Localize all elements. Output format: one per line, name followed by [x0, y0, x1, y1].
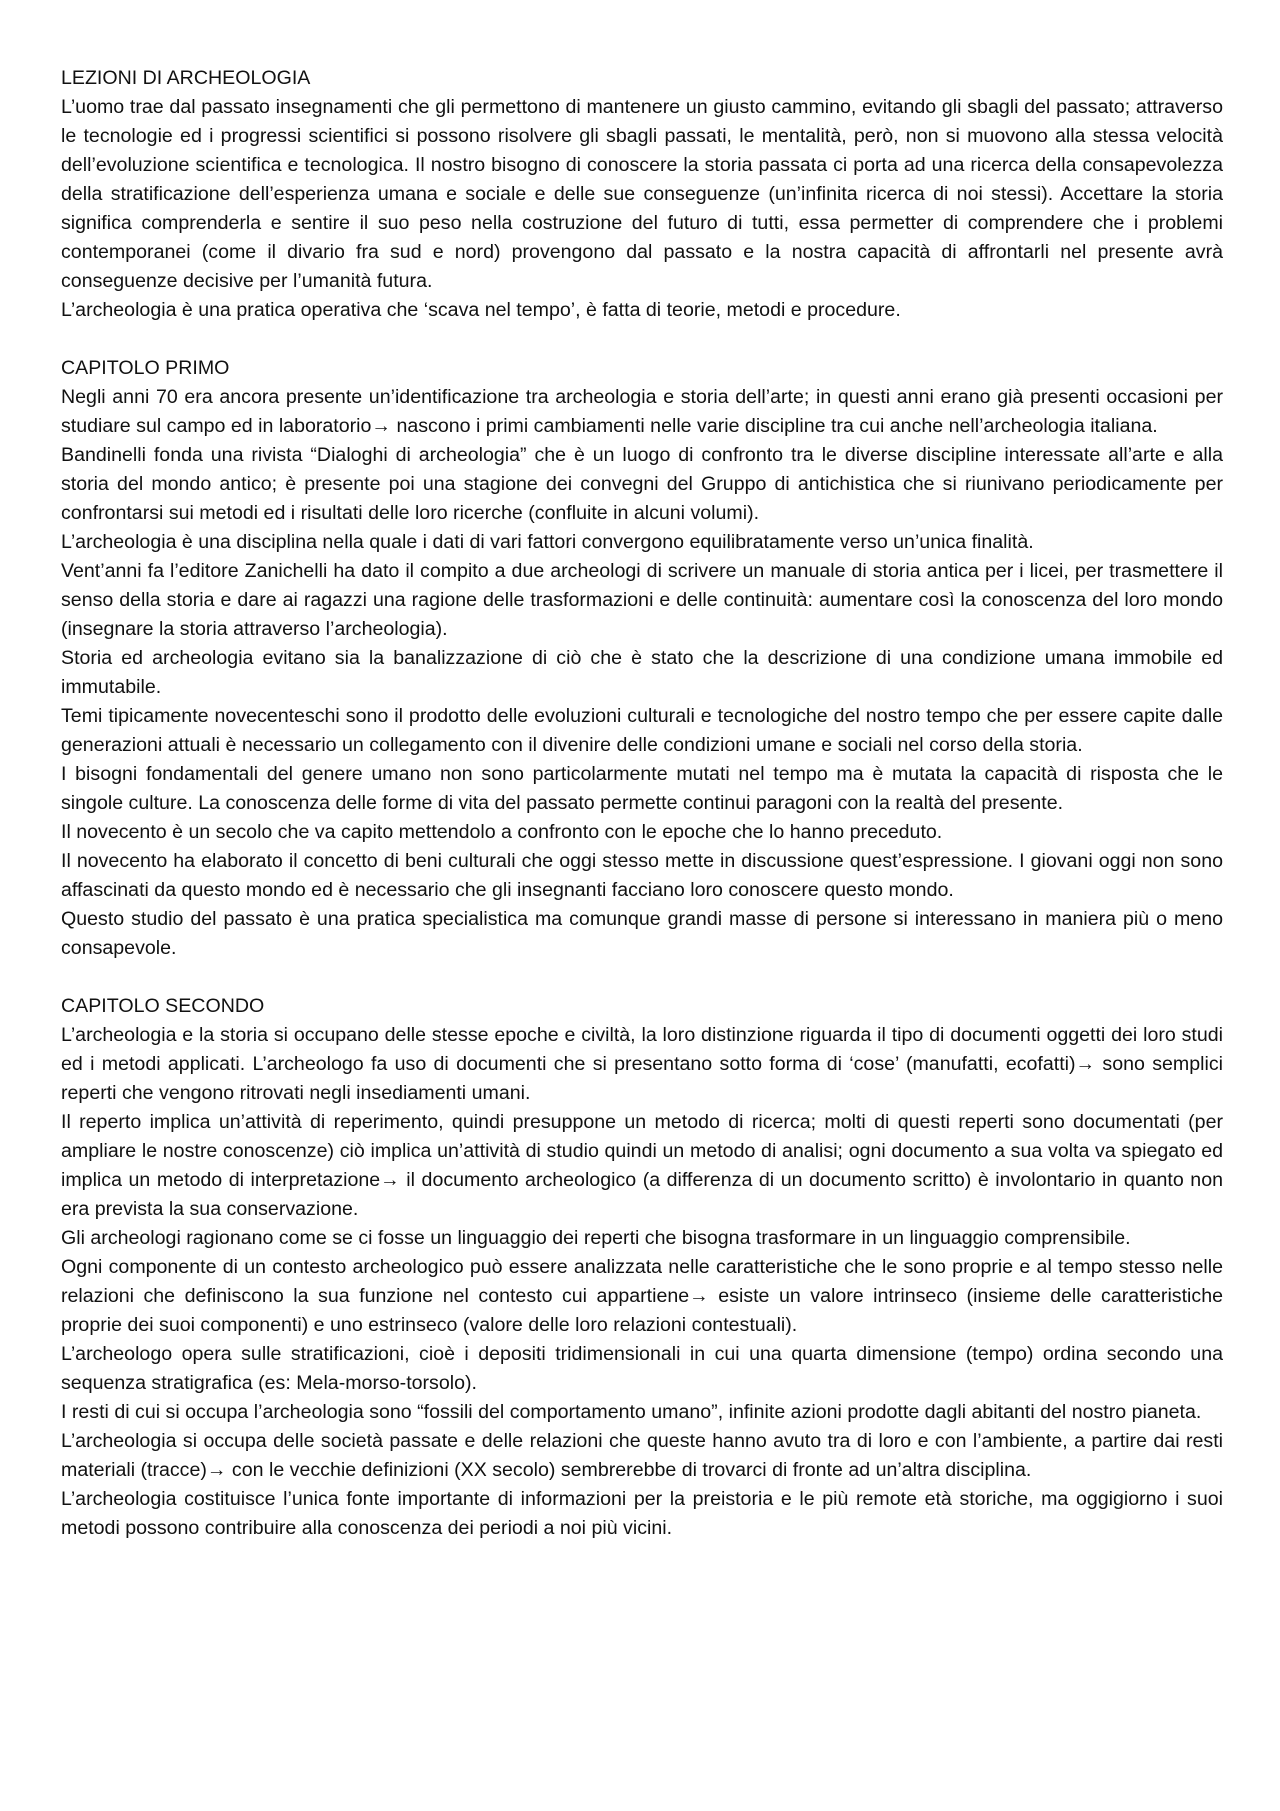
- paragraph: L’archeologia si occupa delle società passate e delle relazioni che queste hanno avuto tra di loro e con l’ambiente, a partire dai resti materiali (tracce)→ con le vecchie definizioni (XX secolo) sembrerebbe di trovarci di fronte ad un’altra disciplina.: [61, 1430, 1223, 1481]
- paragraph: Il novecento ha elaborato il concetto di beni culturali che oggi stesso mette in discussione quest’espressione. I giovani oggi non sono affascinati da questo mondo ed è necessario che gli insegnanti facciano loro conoscere questo mondo.: [61, 850, 1223, 901]
- paragraph: I bisogni fondamentali del genere umano non sono particolarmente mutati nel tempo ma è mutata la capacità di risposta che le singole culture. La conoscenza delle forme di vita del passato permette continui paragoni con la realtà del presente.: [61, 763, 1223, 814]
- paragraph: Temi tipicamente novecenteschi sono il prodotto delle evoluzioni culturali e tecnologiche del nostro tempo che per essere capite dalle generazioni attuali è necessario un collegamento con il divenire delle condizioni umane e sociali nel corso della storia.: [61, 705, 1223, 756]
- paragraph: Il novecento è un secolo che va capito mettendolo a confronto con le epoche che lo hanno preceduto.: [61, 821, 943, 843]
- paragraph: L’archeologia costituisce l’unica fonte importante di informazioni per la preistoria e le più remote età storiche, ma oggigiorno i suoi metodi possono contribuire alla conoscenza dei periodi a noi più vicini.: [61, 1488, 1223, 1539]
- paragraph: L’archeologia e la storia si occupano delle stesse epoche e civiltà, la loro distinzione riguarda il tipo di documenti oggetti dei loro studi ed i metodi applicati. L’archeologo fa uso di documenti che si presentano sotto forma di ‘cose’ (manufatti, ecofatti)→ sono semplici reperti che vengono ritrovati negli insediamenti umani.: [61, 1024, 1223, 1104]
- paragraph: Il reperto implica un’attività di reperimento, quindi presuppone un metodo di ricerca; molti di questi reperti sono documentati (per ampliare le nostre conoscenze) ciò implica un’attività di studio quindi un metodo di analisi; ogni documento a sua volta va spiegato ed implica un metodo di interpretazione→ il documento archeologico (a differenza di un documento scritto) è involontario in quanto non era prevista la sua conservazione.: [61, 1111, 1223, 1220]
- paragraph: L’archeologo opera sulle stratificazioni, cioè i depositi tridimensionali in cui una quarta dimensione (tempo) ordina secondo una sequenza stratigrafica (es: Mela-morso-torsolo).: [61, 1343, 1223, 1394]
- paragraph: Questo studio del passato è una pratica specialistica ma comunque grandi masse di persone si interessano in maniera più o meno consapevole.: [61, 908, 1223, 959]
- section-heading: LEZIONI DI ARCHEOLOGIA: [61, 67, 311, 89]
- paragraph: Storia ed archeologia evitano sia la banalizzazione di ciò che è stato che la descrizione di una condizione umana immobile ed immutabile.: [61, 647, 1223, 698]
- paragraph: I resti di cui si occupa l’archeologia sono “fossili del comportamento umano”, infinite azioni prodotte dagli abitanti del nostro pianeta.: [61, 1401, 1202, 1423]
- section-capitolo-primo: [61, 354, 1223, 963]
- paragraph: Gli archeologi ragionano come se ci fosse un linguaggio dei reperti che bisogna trasformare in un linguaggio comprensibile.: [61, 1227, 1131, 1249]
- paragraph: Negli anni 70 era ancora presente un’identificazione tra archeologia e storia dell’arte; in questi anni erano già presenti occasioni per studiare sul campo ed in laboratorio→ nascono i primi cambiamenti nelle varie discipline tra cui anche nell’archeologia italiana.: [61, 386, 1223, 437]
- section-heading: CAPITOLO SECONDO: [61, 995, 265, 1017]
- section-intro: [61, 64, 1223, 325]
- paragraph: Vent’anni fa l’editore Zanichelli ha dato il compito a due archeologi di scrivere un manuale di storia antica per i licei, per trasmettere il senso della storia e dare ai ragazzi una ragione delle trasformazioni e delle continuità: aumentare così la conoscenza del loro mondo (insegnare la storia attraverso l’archeologia).: [61, 560, 1223, 640]
- document-page: [61, 64, 1223, 1572]
- paragraph: Ogni componente di un contesto archeologico può essere analizzata nelle caratteristiche che le sono proprie e al tempo stesso nelle relazioni che definiscono la sua funzione nel contesto cui appartiene→ esiste un valore intrinseco (insieme delle caratteristiche proprie dei suoi componenti) e uno estrinseco (valore delle loro relazioni contestuali).: [61, 1256, 1223, 1336]
- paragraph: L’archeologia è una disciplina nella quale i dati di vari fattori convergono equilibratamente verso un’unica finalità.: [61, 531, 1034, 553]
- paragraph: Bandinelli fonda una rivista “Dialoghi di archeologia” che è un luogo di confronto tra le diverse discipline interessate all’arte e alla storia del mondo antico; è presente poi una stagione dei convegni del Gruppo di antichistica che si riunivano periodicamente per confrontarsi sui metodi ed i risultati delle loro ricerche (confluite in alcuni volumi).: [61, 444, 1223, 524]
- paragraph: L’archeologia è una pratica operativa che ‘scava nel tempo’, è fatta di teorie, metodi e procedure.: [61, 299, 901, 321]
- section-heading: CAPITOLO PRIMO: [61, 357, 230, 379]
- section-capitolo-secondo: [61, 992, 1223, 1543]
- paragraph: L’uomo trae dal passato insegnamenti che gli permettono di mantenere un giusto cammino, evitando gli sbagli del passato; attraverso le tecnologie ed i progressi scientifici si possono risolvere gli sbagli passati, le mentalità, però, non si muovono alla stessa velocità dell’evoluzione scientifica e tecnologica. Il nostro bisogno di conoscere la storia passata ci porta ad una ricerca della consapevolezza della stratificazione dell’esperienza umana e sociale e delle sue conseguenze (un’infinita ricerca di noi stessi). Accettare la storia significa comprenderla e sentire il suo peso nella costruzione del futuro di tutti, essa permetter di comprendere che i problemi contemporanei (come il divario fra sud e nord) provengono dal passato e la nostra capacità di affrontarli nel presente avrà conseguenze decisive per l’umanità futura.: [61, 96, 1223, 292]
